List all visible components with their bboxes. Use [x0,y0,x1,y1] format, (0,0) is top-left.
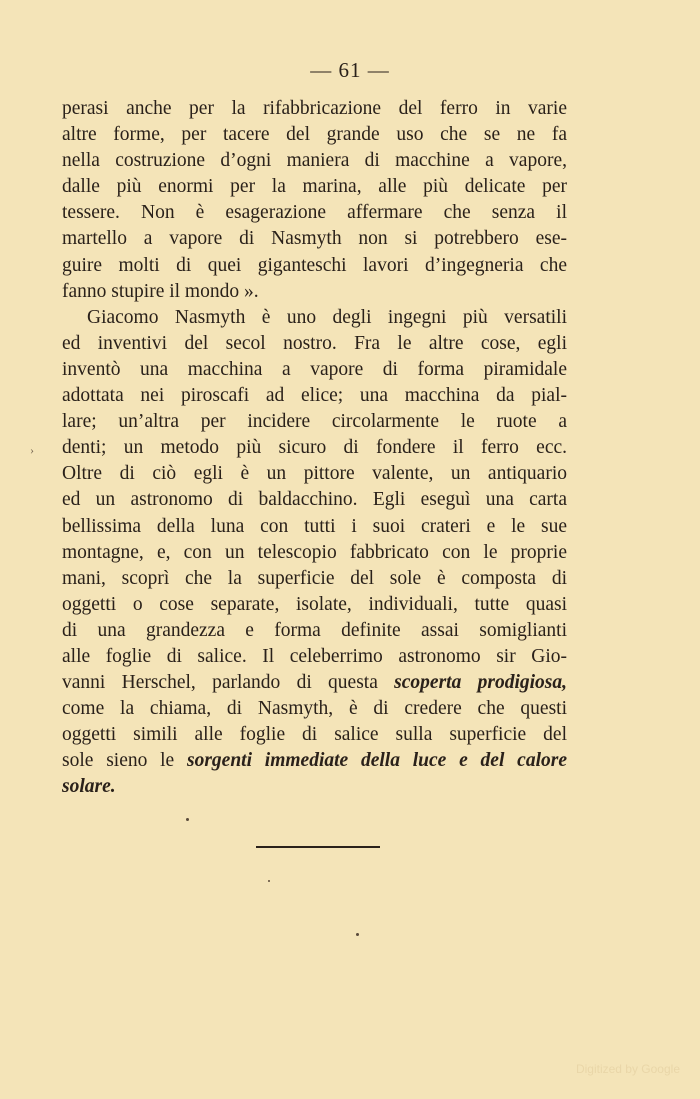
text-line-emphasis: sorgenti immediate della luce e del calore [187,750,567,772]
text-line [62,461,567,487]
speck [268,880,270,882]
text-line [62,305,567,331]
text-line [62,644,567,670]
text-line [62,200,567,226]
text-line [62,514,567,540]
text-line [62,174,567,200]
text-line [62,331,567,357]
text-line-plain: bellissima della luna con tutti i suoi crateri e le sue [62,515,567,537]
text-line-plain: fanno stupire il mondo ». [62,280,259,302]
text-line-plain: adottata nei piroscafi ad elice; una macchina da pial- [62,385,567,407]
text-line [62,357,567,383]
text-line [62,148,567,174]
text-line [62,435,567,461]
watermark: Digitized by Google [575,1062,680,1076]
text-line-plain: oggetti o cose separate, isolate, individuali, tutte quasi [62,593,567,615]
text-line-plain: nella costruzione d’ogni maniera di macchine a vapore, [62,150,567,172]
text-line [62,592,567,618]
text-line-plain: perasi anche per la rifabbricazione del ferro in varie [62,98,567,119]
text-line-plain: tessere. Non è esagerazione affermare che senza il [62,202,567,224]
text-line-plain: Oltre di ciò egli è un pittore valente, un antiquario [62,463,567,485]
text-line [62,383,567,409]
text-line [62,722,567,748]
text-line-emphasis: scoperta prodigiosa, [394,672,568,694]
margin-mark: › [30,443,34,457]
text-line-plain: sole sieno le [62,750,187,772]
text-line [62,279,567,305]
text-line-plain: oggetti simili alle foglie di salice sulla superficie del [62,724,567,746]
text-line [62,122,567,148]
text-line-plain: ed un astronomo di baldacchino. Egli eseguì una carta [62,489,567,511]
text-line [62,409,567,435]
text-line [62,696,567,722]
text-line [62,618,567,644]
text-line-plain: Giacomo Nasmyth è uno degli ingegni più versatili [87,306,567,328]
text-line [62,226,567,252]
text-line [62,253,567,279]
text-line [62,670,567,696]
text-line-plain: inventò una macchina a vapore di forma piramidale [62,358,567,380]
page-number: — 61 — [310,58,390,82]
section-rule [256,846,380,848]
text-line-plain: vanni Herschel, parlando di questa [62,672,395,694]
text-line [62,96,567,122]
text-line-plain: martello a vapore di Nasmyth non si potrebbero ese- [62,228,567,250]
text-line-plain: guire molti di quei giganteschi lavori d’ingegneria che [62,254,567,276]
text-line-emphasis: solare. [62,776,116,798]
text-line [62,540,567,566]
text-line-plain: altre forme, per tacere del grande uso che se ne fa [62,124,567,146]
speck [186,818,189,821]
text-line [62,566,567,592]
text-line [62,774,567,800]
text-line-plain: montagne, e, con un telescopio fabbricato con le proprie [62,541,567,563]
text-line-plain: lare; un’altra per incidere circolarmente le ruote a [62,411,567,433]
text-line-plain: di una grandezza e forma definite assai somiglianti [62,619,567,641]
text-line-plain: come la chiama, di Nasmyth, è di credere che questi [62,698,567,720]
text-line-plain: alle foglie di salice. Il celeberrimo astronomo sir Gio- [62,645,567,667]
text-line-plain: ed inventivi del secol nostro. Fra le altre cose, egli [62,332,567,354]
speck [356,933,359,936]
text-line [62,748,567,774]
body-text [62,96,567,801]
text-line-plain: dalle più enormi per la marina, alle più delicate per [62,176,567,198]
text-line [62,487,567,513]
text-line-plain: denti; un metodo più sicuro di fondere il ferro ecc. [62,437,567,459]
text-line-plain: mani, scoprì che la superficie del sole è composta di [62,567,567,589]
